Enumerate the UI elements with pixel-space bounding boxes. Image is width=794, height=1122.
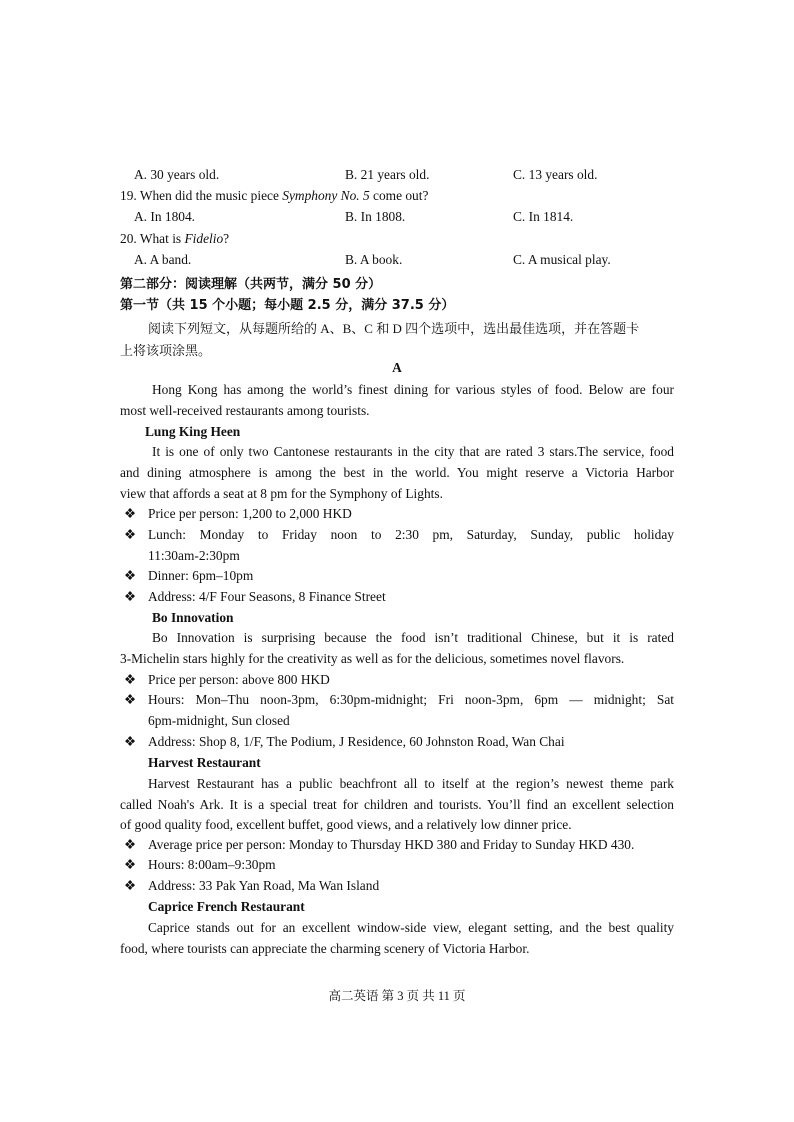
instruction-line2: 上将该项涂黑。 (120, 343, 212, 358)
restaurant-name: Caprice French Restaurant (148, 899, 305, 914)
passage-intro-line2: most well-received restaurants among tourists. (120, 403, 370, 418)
bullet-text: Hours: 8:00am–9:30pm (148, 857, 276, 872)
restaurant-desc-line: view that affords a seat at 8 pm for the Symphony of Lights. (120, 486, 443, 501)
q20-option-a: A. A band. (134, 252, 192, 267)
q20-option-c: C. A musical play. (513, 252, 611, 267)
bullet-text: Lunch: Monday to Friday noon to 2:30 pm, Saturday, Sunday, public holiday (148, 527, 674, 542)
q18-option-a: A. 30 years old. (134, 167, 220, 182)
bullet-icon: ❖ (123, 506, 136, 521)
bullet-icon: ❖ (123, 692, 136, 707)
q19-option-b: B. In 1808. (345, 209, 406, 224)
bullet-icon: ❖ (123, 837, 136, 852)
q19-option-a: A. In 1804. (134, 209, 195, 224)
question-19: 19. When did the music piece Symphony No. 5 come out? (120, 188, 429, 203)
q20-option-b: B. A book. (345, 252, 403, 267)
bullet-icon: ❖ (123, 589, 136, 604)
instruction-line1: 阅读下列短文，从每题所给的 A、B、C 和 D 四个选项中，选出最佳选项，并在答题卡 (148, 321, 640, 336)
bullet-icon: ❖ (123, 734, 136, 749)
bullet-icon: ❖ (123, 568, 136, 583)
restaurant-desc-line: food, where tourists can appreciate the charming scenery of Victoria Harbor. (120, 941, 530, 956)
restaurant-desc-line: called Noah's Ark. It is a special treat for children and tourists. You’ll find an excellent selection (120, 797, 674, 812)
page-footer: 高二英语 第 3 页 共 11 页 (328, 989, 466, 1003)
bullet-text: Address: 4/F Four Seasons, 8 Finance Street (148, 589, 386, 604)
q19-option-c: C. In 1814. (513, 209, 574, 224)
restaurant-desc-line: 3-Michelin stars highly for the creativity as well as for the delicious, sometimes novel flavors. (120, 651, 625, 666)
restaurant-name: Bo Innovation (152, 610, 234, 625)
passage-letter: A (392, 360, 402, 375)
restaurant-name: Harvest Restaurant (148, 755, 261, 770)
q19-title: Symphony No. 5 (282, 188, 370, 203)
bullet-icon: ❖ (123, 527, 136, 542)
part2-heading: 第二部分：阅读理解（共两节，满分 50 分） (120, 277, 382, 292)
bullet-text: Dinner: 6pm–10pm (148, 568, 254, 583)
restaurant-name: Lung King Heen (145, 424, 241, 439)
q18-option-b: B. 21 years old. (345, 167, 430, 182)
bullet-text: Price per person: above 800 HKD (148, 672, 330, 687)
bullet-icon: ❖ (123, 672, 136, 687)
bullet-text-continued: 6pm-midnight, Sun closed (148, 713, 290, 728)
q18-option-c: C. 13 years old. (513, 167, 598, 182)
restaurant-desc-line: Caprice stands out for an excellent window-side view, elegant setting, and the best quality (148, 920, 674, 935)
passage-intro-line1: Hong Kong has among the world’s finest dining for various styles of food. Below are four (152, 382, 674, 397)
q20-title: Fidelio (184, 231, 224, 246)
section1-heading: 第一节（共 15 个小题；每小题 2.5 分，满分 37.5 分） (120, 298, 455, 313)
bullet-text: Address: Shop 8, 1/F, The Podium, J Residence, 60 Johnston Road, Wan Chai (148, 734, 565, 749)
bullet-text: Address: 33 Pak Yan Road, Ma Wan Island (148, 878, 380, 893)
bullet-text-continued: 11:30am-2:30pm (148, 548, 240, 563)
bullet-text: Hours: Mon–Thu noon-3pm, 6:30pm-midnight; Fri noon-3pm, 6pm — midnight; Sat (148, 692, 674, 707)
question-20: 20. What is Fidelio? (120, 231, 230, 246)
restaurant-desc-line: and dining atmosphere is among the best in the world. You might reserve a Victoria Harbor (120, 465, 674, 480)
restaurant-desc-line: of good quality food, excellent buffet, good views, and a relatively low dinner price. (120, 817, 572, 832)
bullet-text: Price per person: 1,200 to 2,000 HKD (148, 506, 352, 521)
bullet-icon: ❖ (123, 857, 136, 872)
bullet-text: Average price per person: Monday to Thursday HKD 380 and Friday to Sunday HKD 430. (148, 837, 635, 852)
restaurant-desc-line: It is one of only two Cantonese restaurants in the city that are rated 3 stars.The service, food (152, 444, 674, 459)
bullet-icon: ❖ (123, 878, 136, 893)
restaurant-desc-line: Harvest Restaurant has a public beachfront all to itself at the region’s newest theme park (148, 776, 674, 791)
restaurant-desc-line: Bo Innovation is surprising because the food isn’t traditional Chinese, but it is rated (152, 630, 674, 645)
